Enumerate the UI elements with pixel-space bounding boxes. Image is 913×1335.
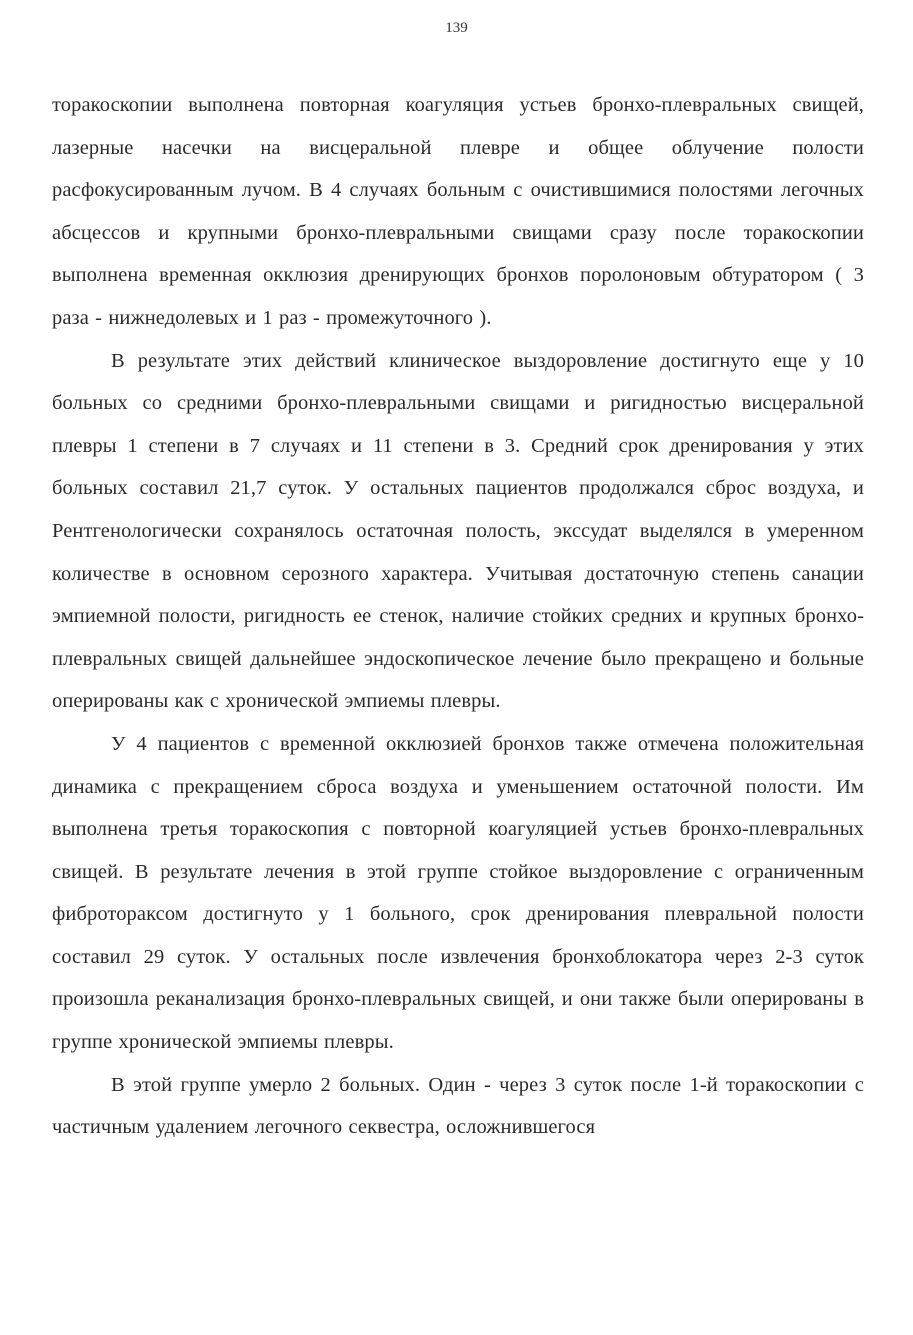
paragraph-results: В результате этих действий клиническое выздоровление достигнуто еще у 10 больных со средними бронхо-плевральными свищами и ригидностью висцеральной плевры 1 степени в 7 случаях и 11 степени в 3. Средний срок дренирования у этих больных составил 21,7 суток. У остальных пациентов продолжался сброс воздуха, и Рентгенологически сохранялось остаточная полость, экссудат выделялся в умеренном количестве в основном серозного характера. Учитывая достаточную степень санации эмпиемной полости, ригидность ее стенок, наличие стойких средних и крупных бронхо-плевральных свищей дальнейшее эндоскопическое лечение было прекращено и больные оперированы как с хронической эмпиемы плевры. [52,349,864,713]
body-text [52,84,864,1149]
paragraph-continuation: торакоскопии выполнена повторная коагуляция устьев бронхо-плевральных свищей, лазерные насечки на висцеральной плевре и общее облучение полости расфокусированным лучом. В 4 случаях больным с очистившимися полостями легочных абсцессов и крупными бронхо-плевральными свищами сразу после торакоскопии выполнена временная окклюзия дренирующих бронхов поролоновым обтуратором ( 3 раза - нижнедолевых и 1 раз - промежуточного ). [52,94,864,329]
paragraph-occlusion: У 4 пациентов с временной окклюзией бронхов также отмечена положительная динамика с прекращением сброса воздуха и уменьшением остаточной полости. Им выполнена третья торакоскопия с повторной коагуляцией устьев бронхо-плевральных свищей. В результате лечения в этой группе стойкое выздоровление с ограниченным фибротораксом достигнуто у 1 больного, срок дренирования плевральной полости составил 29 суток. У остальных после извлечения бронхоблокатора через 2-3 суток произошла реканализация бронхо-плевральных свищей, и они также были оперированы в группе хронической эмпиемы плевры. [52,732,864,1054]
page-number: 139 [445,20,468,36]
paragraph-mortality: В этой группе умерло 2 больных. Один - через 3 суток после 1-й торакоскопии с частичным удалением легочного секвестра, осложнившегося [52,1073,864,1139]
